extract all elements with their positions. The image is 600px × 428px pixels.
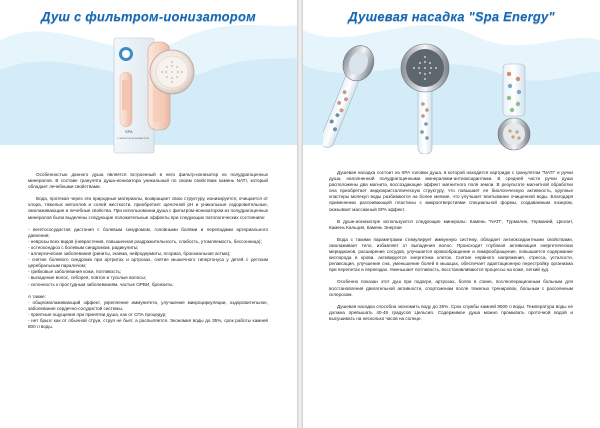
minerals-paragraph: В душе-ионизаторе используются следующие минералы: Камень "NATI", Турмалин, Германий, Цеолит, Камень Кальция, Камень Энергии xyxy=(329,218,573,230)
intro-paragraph: Особенностью данного душа является встроенный в него фильтр-ионизатор из полудрагоценных минералов. В составе гранулята душа-ионизатора уникальный по своим свойствам камень NATI, который обладает лечебными свойствами. xyxy=(28,172,268,190)
left-page-title: Душ с фильтром-ионизатором xyxy=(41,9,256,24)
right-page-body xyxy=(329,170,573,328)
effects-paragraph: Вода, протекая через эти природные материалы, возвращает свою структуру, ионизируется, очищается от хлора, тяжелых металлов и солей жесткости, приобретает щелочной pH и уникальные оздоровительные, омолаживающие и лечебные свойства. При использовании душа с фильтром-ионизатором из полудрагоценных минералов были выделены следующие положительные эффекты при следующих патологических состояниях: xyxy=(28,196,268,220)
list-item: - нет брызг как от обычной струи, струя не бьет, а распыляется. Экономия воды до 35%, срок работы камней 800 л воды. xyxy=(28,317,268,330)
right-page xyxy=(303,0,600,428)
list-item: - грибковые заболевания кожи, потливость; xyxy=(28,269,122,275)
product-box-text: С ФИЛЬТРОМ-ИОНИЗАТОРОМ xyxy=(117,138,149,140)
list-item: - вегетососудистая дистония с болевым синдромом, головными болями и перепадами артериального давления; xyxy=(28,226,268,238)
benefits-paragraph: Вода с такими параметрами стимулирует иммунную систему, обладает антиоксидантными свойствами, омолаживает тело, избавляет от выпадения волос. Происходит глубокая активизация энергетических меридианов, расширение сосудов, улучшается кровообращение и лимфообращение, повышается содержание кислорода в крови, активируется энергетика клеток. Снятие нервного напряжения, стресса, усталости, релаксация, улучшение сна, уменьшение болей в мышцах, обеспечает адаптационную перестройку организма при перелетах и переездах. Уменьшает потливость, восстанавливаются процессы на коже, легкий зуд. xyxy=(329,236,573,273)
usage-paragraph: Душевая насадка способна экономить воду до 35%. Срок службы камней 8000 л воды. Температура воды не должна превышать 40-45 градусов Цельсия. Содержимое душа можно промывать проточной водой и высушивать на несколько часов на солнце. xyxy=(329,303,573,321)
also-label: А также: xyxy=(28,293,46,299)
indications-paragraph: Особенно показан этот душ при подагре, артрозах, болях в спине, послеоперационным больным для восстановления двигательной активности, спортсменам после тяжелых тренировок, больным с рассеянным склерозом. xyxy=(329,279,573,297)
left-page xyxy=(0,0,297,428)
list-item: - склонность к простудным заболеваниям, частые ОРВИ, бронхиты. xyxy=(28,281,174,287)
list-item: - неврозы всех видов (неврастения, повышенная раздражительность, слабость, утомляемость, бессонница); xyxy=(28,238,262,244)
spa-energy-product-photo xyxy=(323,34,583,154)
right-page-title: Душевая насадка "Spa Energy" xyxy=(348,9,555,24)
list-item: - снятие болевого синдрома при артритах и артрозах, снятие мышечного гипертонуса у детей с детским церебральным параличом; xyxy=(28,257,268,269)
list-item: - общеомолаживающий эффект, укрепление иммунитета, улучшение микроциркуляции, оздоровительное, заболевания сердечно-сосудистой системы, xyxy=(28,299,268,311)
description-paragraph: Душевая насадка состоит из SPA головки душа, в которой находится картридж с гранулятом "NATI" и ручки душа, наполненной полудрагоценными минералами-антиоксидантами. В средней части ручки душа расположены два магнита, воссоздающие эффект магнитного поля земли. В результате магнитной обработки она приобретает жидкокристаллическую структуру, что повышает ее биологическую активность, крупные кластеры молекул воды разбиваются на более мелкие, что улучшает впитывание очищенной воды. Благодаря применению рассеивающей пластины с микроотверстиями специальной формы, создаваемым лазером, оказывает массажный SPA эффект. xyxy=(329,170,573,212)
shower-ionizer-product-photo xyxy=(92,32,212,157)
list-item: - выпадение волос, себорея, повтон и тусклые волосы; xyxy=(28,275,147,281)
list-item: - аллергические заболевания (риниты, экзема, нейродермиты, псориаз, бронхиальная астма); xyxy=(28,251,231,257)
list-item: - приятные ощущения при принятии душа, как от СПА процедур; xyxy=(28,311,167,317)
left-page-body xyxy=(28,172,268,330)
product-logo-text: SPA xyxy=(125,129,133,134)
list-item: - остеохондроз с болевым синдромом, радикулиты; xyxy=(28,244,139,250)
